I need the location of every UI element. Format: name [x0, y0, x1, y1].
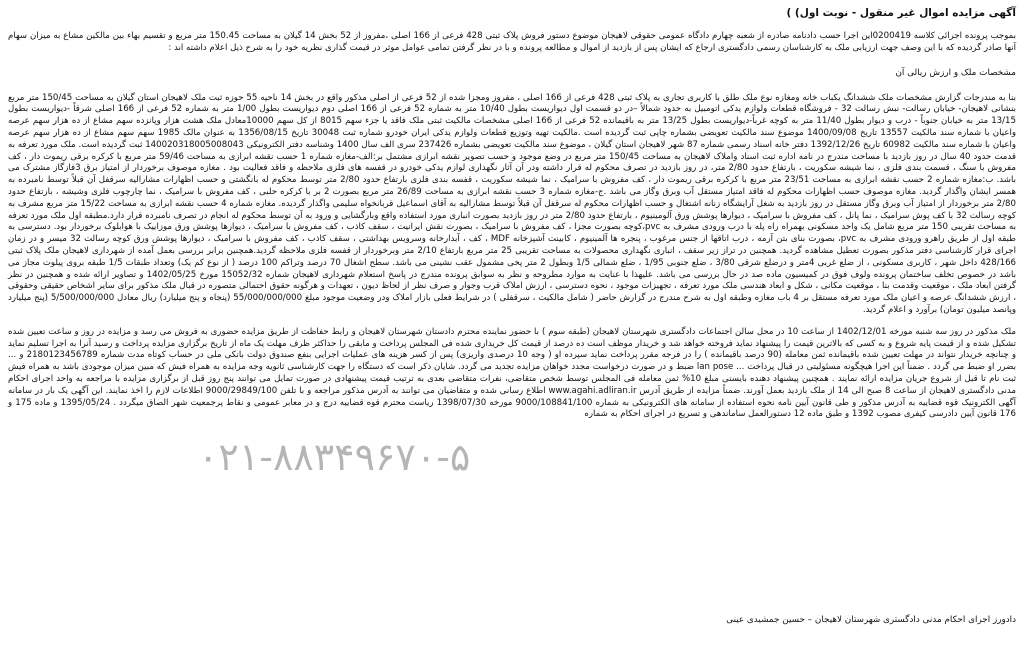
property-section-heading: مشخصات ملک و ارزش ریالی آن [895, 67, 1016, 78]
auction-terms-block [8, 326, 1017, 479]
notice-title: آگهی مزایده اموال غیر منقول - نوبت اول) ) [786, 7, 1016, 19]
signature-line: دادورز اجرای احکام مدنی دادگستری شهرستان لاهیجان – حسین جمشیدی عینی [726, 615, 1016, 625]
phone-watermark: ۰۲۱-۸۸۳۴۹۶۷۰-۵ [198, 434, 471, 479]
notice-intro-paragraph: بموجب پرونده اجرائی کلاسه 0200419این اجرا حسب دادنامه صادره از شعبه چهارم دادگاه عمومی حقوقی لاهیجان موضوع دستور فروش پلاک ثبتی 428 فرعی از 166 اصلی ،مفروز از 52 بخش 14 گیلان به مساحت 150.45 متر مربع و تقسیم بهاء بین مالکین مشاع به میزان سهام آنها صادر گردیده که با این وصف جهت ارزیابی ملک به کارشناسان رسمی دادگستری ارجاع که ایشان پس از بازدید از اموال و مطالعه پرونده و با در نظر گرفتن تمامی عوامل موثر در قیمت گذاری نظریه خود را به شرح ذیل اعلام داشته اند : [8, 31, 1016, 53]
property-specification-paragraph: بنا به مندرجات گزارش مشخصات ملک ششدانگ یکباب خانه ومغازه نوع ملک طلق با کاربری تجاری به پلاک ثبتی 428 فرعی از 166 اصلی ، مفروز ومجزا شده از 52 فرعی از اصلی مذکور واقع در بخش 14 ناحیه 55 حوزه ثبت ملک لاهیجان استان گیلان به مساحت 150/45 متر مربع بنشانی لاهیجان- خیابان رسالت- نبش رسالت 32 - فروشگاه قطعات ولوازم یدکی اتومبیل به حدود شمالاً –در دو قسمت اول دیواریست بطول 10/40 متر به شماره 52 فرعی از 166 اصلی دوم دیواریست بطول 1/00 متر به شماره 52 فرعی از 166 اصلی شرقاً -دیواریست بطول 13/15 متر به خیابان جنوباً - درب و دیوار بطول 11/40 متر به کوچه غرباً-دیواریست بطول 13/25 متر به باقیمانده 52 فرعی از 166 اصلی مشخصات مالکیت ثبتی ملک فاقد یا جزء سهم 8015 از کل سهم 10000معادل ملک هشت هزار وپانزده سهم مشاع از ده هزار سهم عرصه واعیان با شماره سند مالکیت 13557 تاریخ 1400/09/08 موضوع سند مالکیت تعویضی بشماره چاپی ثبت گردیده است .مالکیت تهیه وتوزیع قطعات ولوازم یدکی ایران خودرو شماره ثبت 30048 تاریخ 1356/08/15 به عنوان مالک 1985 سهم سهم مشاع از ده هزار سهم عرصه واعیان با شماره سند مالکیت 60982 تاریخ 1392/12/26 دفتر خانه اسناد رسمی شماره 87 شهر لاهیجان استان گیلان ، موضوع سند مالکیت تعویضی بشماره 237426 سری الف سال 1400 وشناسه دفتر الکترونیکی 140020318005008043 ثبت گردیده است. ملک مورد تعرفه به قدمت حدود 40 سال در روز بازدید با مساحت مندرج در نامه اداره ثبت اسناد واملاک لاهیجان به مساحت 150/45 متر مربع در وضع موجود و حسب تصویر نقشه ابرازی مشتمل بر:الف-مغازه شماره 1 حسب نقشه ابرازی به مساحت 59/46 متر مربع با کرکره برقی ریموت دار ، کف مفروش با سنگ ، قسمت بندی فلزی ، نما شیشه سکوریت ، بارتفاع حدود 2/80 متر، در روز بازدید در تصرف محکوم له قرار داشته ودر آن آثار نگهداری لوازم یدکی خودرو در قفسه های فلزی ملاحظه و فاقد فعالیت بود . مغازه موصوف برخوردار از امتیاز برق 3فازگاز مشترک می باشد. ب:مغازه شماره 2 حسب نقشه ابرازی به مساحت 23/51 متر مربع با کرکره برقی ریموت دار ، کف مفروش با سرامیک ، نما شیشه سکوریت ، قفسه بندی فلزی بارتفاع حدود 2/80 متر توسط محکوم له بانگشتی و حسب اظهارات مشارالیه سرقفل آن قبلاً توسط نامبرده به همسر ایشان واگذار گردید. مغازه موصوف حسب اظهارات محکوم له فاقد امتیاز مستقل آب وبرق وگاز می باشد .ج-مغازه شماره 3 حسب نقشه ابرازی به مساحت 26/89 متر مربع بصورت 2 بر با کرکره حلبی ، کف مفروش با سرامیک ، نما چارچوب فلزی وشیشه ، بارتفاع حدود 2/80 متر برخوردار از امتیاز آب وبرق وگاز مستقل در روز بازدید به شغل آرایشگاه زنانه اشتغال و حسب اظهارات محکوم له سرقفل آن قبلاً توسط مشارالیه به آقای اسماعیل قربانخواه سلیمی واگذار گردیده. مغازه شماره 4 حسب نقشه ابرازی به مساحت 15/22 متر مربع مشرف به کوچه رسالت 32 با کف پوش سرامیک ، نما پانل ، کف مفروش با سرامیک ، دیوارها پوشش ورق آلومینیوم ، بارتفاع حدود 2/80 متر در روز بازدید بصورت انباری مورد استفاده واقع وبارگشایی و ورود به آن توسط محکوم له انجام در تصرف نامبرده قرار دارد.مطبقه اول ملک مورد تعرفه به مساحت تقریبی 150 متر مربع شامل یک واحد مسکونی بهمراه راه پله با درب ورودی مشرف به pvc،کوچه بصورت مجزا ، کف مفروش با سرامیک ، بصورت نقش ایرانیت ، سقف کاذب ، کف مفروش با سرامیک ، دیوارها پوشش ورق موزاییک با هوابلوک برخوردار بود. دسترسی به طبقه اول از طریق راهرو ورودی مشرف به pvc، بصورت بنای بتن آرمه ، درب اتاقها از جنس مرغوب ، پنجره ها آلمینیوم ، کابینت آشپزخانه MDF ، کف ، آبدارخانه وسرویس بهداشتی ، سقف کاذب ، کف مفروش با سرامیک ، دیوارها پوشش ورق کوچه رسالت 32 میسر و در زمان اجرای قرار کارشناسی دفتر مذکور بصورت تعطیل مشاهده گردید. همچنین در تراز زیر سقف ، انباری نگهداری محصولات به مساحت تقریبی 25 متر مربع بارتفاع 2/10 متر وبرخوردار از قفسه فلزی ملاحظه گردید.همچنین برابر بررسی بعمل آمده از شهرداری لاهیجان ملک پلاک ثبتی 428/166 داخل شهر ، کاربری مسکونی ، از ضلع غربی 4متر و درضلع شرقی 3/80 ، ضلع جنوبی 1/95 ، ضلع شمالی 1/5 وبطول 2 متر پخی مشمول عقب نشینی می باشد. سطح اشغال 70 درصد وتراکم 100 درصد ( از نوع کم یک) وتعداد طبقات 1/5 طبقه بروی پیلوت مجاز می باشد در خصوص تخلف ساختمان پرونده ولوف فوق در کمیسیون ماده صد در حال بررسی می باشد. علیهذا با عنایت به موارد مطروحه و نظر به سوابق پرونده مندرج در پاسخ استعلام شهرداری لاهیجان شماره 15052/32 مورخ 1402/05/25 و تصاویر ارائه شده و همچنین در نظر گرفتن ابعاد ملک ، موقعیت وقدمت بنا ، موقعیت مکانی ، شکل و ابعاد هندسی ملک مورد تعرفه ، تجهیزات موجود ، نحوه دسترسی ، ارزش املاک قرب وجوار و صرف نظر از لحاظ دیون ، تعهدات و هرگونه حقوق احتمالی متصوره در قبال ملک مذکور برای سایر اشخاص حقیقی وحقوقی ، ارزش ششدانگ عرصه و اعیان ملک مورد تعرفه مستقل بر 4 باب مغازه وطبقه اول به شرح مندرج در گزارش حاضر ( شامل مالکیت ، سرقفلی ) در شرایط فعلی بازار املاک ودر وضعیت موجود مبلغ 55/000/000/000 (پنجاه و پنج میلیارد) ریال معادل 5/500/000/000 (پنج میلیارد وپانصد میلیون تومان) برآورد و اعلام گردید. [8, 92, 1017, 315]
auction-terms-paragraph: ملک مذکور در روز سه شنبه مورخه 1402/12/01 از ساعت 10 در محل سالن اجتماعات دادگستری شهرستان لاهیجان (طبقه سوم ) با حضور نماینده محترم دادستان شهرستان لاهیجان و رابط حفاظت از طریق مزایده حضوری به فروش می رسد و مزایده در روز و ساعت تعیین شده تشکیل شده و از قیمت پایه شروع و به کسی که بالاترین قیمت را پیشنهاد نماید فروخته خواهد شد و خریدار موظف است ده درصد از قیمت کل خریداری شده فی المجلس پرداخت و مابقی را حداکثر ظرف مهلت یک ماه از تاریخ برگزاری مزایده پرداخت و رسید آنرا به اجرا تسلیم نماید و چنانچه خریدار نتواند در مهلت تعیین شده باقیمانده ثمن معامله (90 درصد باقیمانده ) را در فرجه مقرر پرداخت نماید سپرده او ( وجه 10 درصدی واریزی) پس از کسر هزینه های عملیات اجرایی بنفع صندوق دولت بانکی ملی در حساب کوتاه مدت شماره 2180123456789 و ... بضرر او ضبط می گردد . ضمناً این اجرا هیچگونه مسئولیتی در قبال پرداخت ... lan pose ضبط و در صورت درخواست مجدد خواهان مزایده تجدید می گردد. شایان ذکر است که دستگاه را جهت کارشناسی ثانویه وجه مزایده به همراه فیش که مبین میزان موجودی باشد به همراه فیش ثبت نام تا قبل از شروع جریان مزایده ارائه نمایند . همچنین پیشنهاد دهنده بایستی مبلغ 10% ثمن معامله فی المجلس توسط شخص متقاضی، نفرات متقاضی بعدی به ترتیب قیمت پیشنهادی در صورت تمایل می توانند پنج روز قبل از برگزاری مزایده با مراجعه به واحد اجرای احکام مدنی دادگستری لاهیجان از ساعت 8 صبح الی 14 از ملک بازدید بعمل آورند. ضمناً مزایده از طریق آدرس www.agahi.adliran.ir اطلاع رسانی شده و متقاضیان می توانند به آدرس مذکور مراجعه و با تلفن 9000/29849/100 اطلاعات لازم را اخذ نمایند. این آگهی یک بار در سامانه آگهی الکترونیک قوه قضاییه به آدرس مذکور و طی قانون آیین نامه نحوه استفاده از سامانه های الکترونیکی به شماره 9000/108841/100 مورخه 1398/07/30 ریاست محترم قوه قضاییه درج و در معابر عمومی و نقاط پرجمعیت شهر الصاق میگردد . 1395/05/24 و ماده 175 و 176 قانون آیین دادرسی کیفری مصوب 1392 و طبق ماده 12 دستورالعمل ساماندهی و تسریع در اجرای احکام به شماره [8, 326, 1017, 420]
